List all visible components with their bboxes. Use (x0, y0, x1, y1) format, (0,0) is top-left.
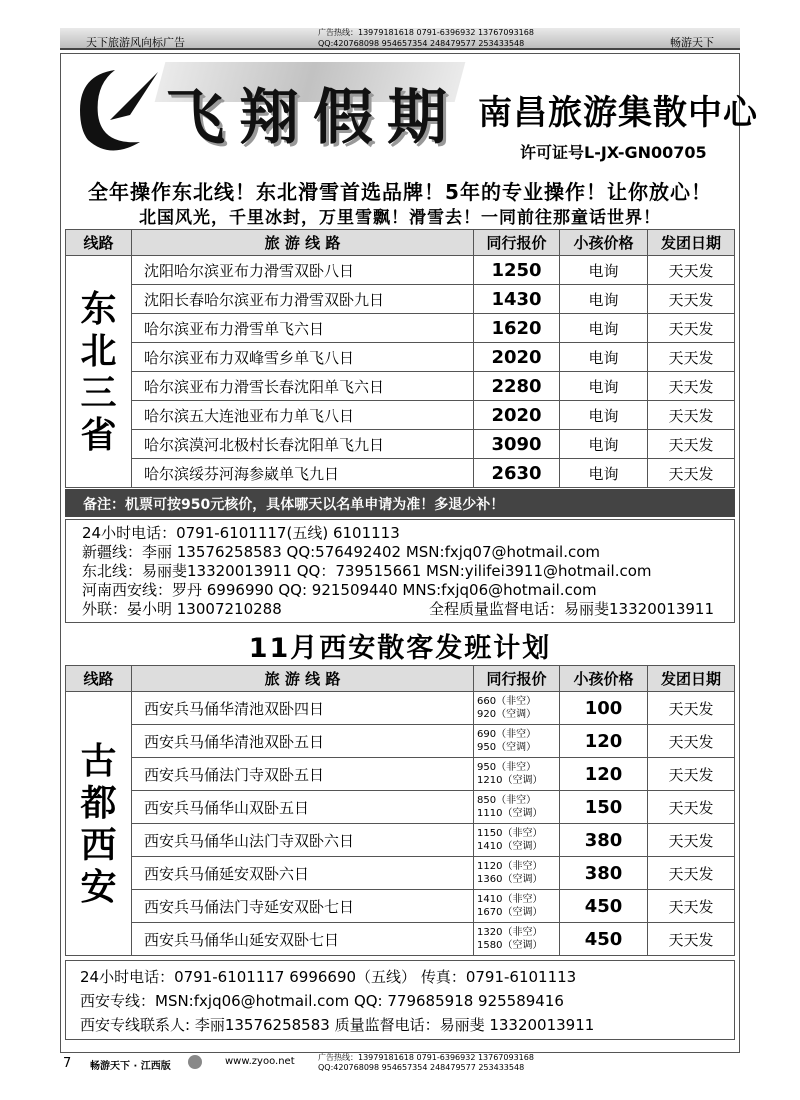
col-depart: 发团日期 (648, 230, 735, 256)
depart-date: 天天发 (648, 314, 735, 343)
quality-hotline: 全程质量监督电话：易丽斐13320013911 (429, 600, 714, 618)
page-number: 7 (63, 1056, 72, 1071)
northeast-contacts (65, 519, 735, 623)
price-ac: 950（空调） (477, 742, 537, 753)
route-price: 2020 (474, 401, 560, 430)
table-row (66, 459, 735, 488)
hotline-line: 广告热线：13979181618 0791-6396932 13767093168 (318, 1053, 534, 1062)
xian-table (65, 665, 735, 956)
region-char: 安 (80, 865, 117, 908)
child-price: 380 (560, 857, 648, 890)
child-price: 120 (560, 725, 648, 758)
region-xian (66, 692, 132, 956)
route-price: 2020 (474, 343, 560, 372)
child-price: 450 (560, 923, 648, 956)
region-char: 东 (80, 287, 117, 330)
route-name: 沈阳长春哈尔滨亚布力滑雪双卧九日 (132, 285, 474, 314)
route-name: 西安兵马俑华山延安双卧七日 (132, 923, 474, 956)
depart-date: 天天发 (648, 401, 735, 430)
qq-line: QQ:420768098 954657354 248479577 253433548 (318, 1063, 525, 1072)
child-price: 450 (560, 890, 648, 923)
child-price: 380 (560, 824, 648, 857)
route-name: 西安兵马俑法门寺延安双卧七日 (132, 890, 474, 923)
col-route: 旅 游 线 路 (132, 230, 474, 256)
price-no-ac: 1410（非空） (477, 894, 543, 905)
depart-date: 天天发 (648, 343, 735, 372)
route-name: 沈阳哈尔滨亚布力滑雪双卧八日 (132, 256, 474, 285)
route-price (474, 890, 560, 923)
route-name: 西安兵马俑华清池双卧四日 (132, 692, 474, 725)
table-row (66, 857, 735, 890)
table-row (66, 725, 735, 758)
website-link[interactable]: www.zyoo.net (225, 1056, 295, 1067)
slogan-line-1: 全年操作东北线！东北滑雪首选品牌！5年的专业操作！让你放心！ (88, 180, 712, 204)
depart-date: 天天发 (648, 725, 735, 758)
child-price: 电询 (560, 372, 648, 401)
child-price: 电询 (560, 285, 648, 314)
table-row (66, 401, 735, 430)
depart-date: 天天发 (648, 923, 735, 956)
route-price (474, 692, 560, 725)
col-child: 小孩价格 (560, 666, 648, 692)
table-row (66, 343, 735, 372)
depart-date: 天天发 (648, 857, 735, 890)
route-name: 哈尔滨亚布力双峰雪乡单飞八日 (132, 343, 474, 372)
col-line: 线路 (66, 230, 132, 256)
northeast-table (65, 229, 735, 488)
price-no-ac: 1150（非空） (477, 828, 543, 839)
depart-date: 天天发 (648, 824, 735, 857)
header-left: 天下旅游风向标广告 (86, 36, 185, 49)
route-name: 西安兵马俑华清池双卧五日 (132, 725, 474, 758)
table-row (66, 824, 735, 857)
col-line: 线路 (66, 666, 132, 692)
col-child: 小孩价格 (560, 230, 648, 256)
table-row (66, 285, 735, 314)
xian-section-title: 11月西安散客发班计划 (248, 633, 552, 664)
route-price (474, 791, 560, 824)
price-ac: 1410（空调） (477, 841, 543, 852)
route-price (474, 824, 560, 857)
col-price: 同行报价 (474, 666, 560, 692)
col-route: 旅 游 线 路 (132, 666, 474, 692)
edition-label: 畅游天下 · 江西版 (90, 1061, 171, 1072)
edition-badge-icon (188, 1055, 202, 1069)
route-name: 西安兵马俑华山法门寺双卧六日 (132, 824, 474, 857)
price-no-ac: 1120（非空） (477, 861, 543, 872)
footer-hotline (318, 1053, 534, 1073)
route-price: 2630 (474, 459, 560, 488)
region-char: 北 (80, 329, 117, 372)
depart-date: 天天发 (648, 430, 735, 459)
route-price (474, 725, 560, 758)
depart-date: 天天发 (648, 372, 735, 401)
contact-line: 西安专线联系人: 李丽13576258583 质量监督电话：易丽斐 13320013911 (80, 1016, 595, 1034)
price-ac: 1360（空调） (477, 874, 543, 885)
price-ac: 1670（空调） (477, 907, 543, 918)
route-name: 哈尔滨绥芬河海参崴单飞九日 (132, 459, 474, 488)
route-name: 西安兵马俑延安双卧六日 (132, 857, 474, 890)
slogan-line-2: 北国风光，千里冰封，万里雪飘！滑雪去！一同前往那童话世界！ (139, 208, 661, 228)
hotline-line: 广告热线：13979181618 0791-6396932 13767093168 (318, 28, 534, 37)
table-row (66, 692, 735, 725)
route-price: 2280 (474, 372, 560, 401)
child-price: 电询 (560, 314, 648, 343)
region-northeast (66, 256, 132, 488)
region-char: 都 (80, 781, 117, 824)
price-no-ac: 690（非空） (477, 729, 537, 740)
table-row (66, 314, 735, 343)
region-char: 省 (80, 413, 117, 456)
qq-line: QQ:420768098 954657354 248479577 253433548 (318, 39, 525, 48)
contact-line: 河南西安线：罗丹 6996990 QQ: 921509440 MNS:fxjq06@hotmail.com (82, 581, 597, 599)
route-name: 哈尔滨漠河北极村长春沈阳单飞九日 (132, 430, 474, 459)
price-ac: 1580（空调） (477, 940, 543, 951)
child-price: 120 (560, 758, 648, 791)
route-name: 哈尔滨五大连池亚布力单飞八日 (132, 401, 474, 430)
table-row (66, 430, 735, 459)
child-price: 电询 (560, 343, 648, 372)
header-right: 畅游天下 (670, 36, 714, 49)
contact-line: 外联：晏小明 13007210288 (82, 600, 282, 618)
price-no-ac: 1320（非空） (477, 927, 543, 938)
page-footer (60, 1053, 740, 1073)
child-price: 电询 (560, 430, 648, 459)
route-name: 哈尔滨亚布力滑雪长春沈阳单飞六日 (132, 372, 474, 401)
depart-date: 天天发 (648, 791, 735, 824)
route-price: 1620 (474, 314, 560, 343)
license-number: 许可证号L-JX-GN00705 (520, 143, 707, 162)
route-price: 1430 (474, 285, 560, 314)
table-row (66, 256, 735, 285)
route-price: 3090 (474, 430, 560, 459)
center-name: 南昌旅游集散中心 (478, 93, 758, 133)
table-row (66, 791, 735, 824)
route-name: 西安兵马俑华山双卧五日 (132, 791, 474, 824)
contact-line: 24小时电话：0791-6101117 6996690（五线） 传真：0791-6101113 (80, 968, 577, 986)
price-no-ac: 660（非空） (477, 696, 537, 707)
price-no-ac: 850（非空） (477, 795, 537, 806)
brand-name: 飞翔假期 (165, 83, 461, 153)
table-row (66, 890, 735, 923)
table-header-row (66, 230, 735, 256)
price-ac: 1110（空调） (477, 808, 543, 819)
route-name: 哈尔滨亚布力滑雪单飞六日 (132, 314, 474, 343)
route-price (474, 857, 560, 890)
depart-date: 天天发 (648, 285, 735, 314)
price-ac: 1210（空调） (477, 775, 543, 786)
contact-line: 西安专线：MSN:fxjq06@hotmail.com QQ: 779685918 925589416 (80, 992, 564, 1010)
xian-contacts (65, 960, 735, 1040)
route-price (474, 923, 560, 956)
child-price: 电询 (560, 256, 648, 285)
table-header-row (66, 666, 735, 692)
price-no-ac: 950（非空） (477, 762, 537, 773)
contact-line: 新疆线：李丽 13576258583 QQ:576492402 MSN:fxjq07@hotmail.com (82, 543, 601, 561)
region-char: 三 (80, 371, 117, 414)
child-price: 电询 (560, 401, 648, 430)
route-price (474, 758, 560, 791)
child-price: 100 (560, 692, 648, 725)
depart-date: 天天发 (648, 890, 735, 923)
depart-date: 天天发 (648, 459, 735, 488)
depart-date: 天天发 (648, 758, 735, 791)
header-hotline (318, 27, 534, 49)
table-row (66, 758, 735, 791)
region-char: 古 (80, 739, 117, 782)
col-depart: 发团日期 (648, 666, 735, 692)
table-row (66, 372, 735, 401)
depart-date: 天天发 (648, 256, 735, 285)
contact-line: 24小时电话：0791-6101117(五线) 6101113 (82, 524, 400, 542)
col-price: 同行报价 (474, 230, 560, 256)
child-price: 电询 (560, 459, 648, 488)
table-row (66, 923, 735, 956)
swallow-logo-icon (70, 60, 160, 160)
depart-date: 天天发 (648, 692, 735, 725)
contact-line: 东北线：易丽斐13320013911 QQ：739515661 MSN:yilifei3911@hotmail.com (82, 562, 652, 580)
price-ac: 920（空调） (477, 709, 537, 720)
ticket-note: 备注：机票可按950元核价，具体哪天以名单申请为准！多退少补！ (65, 489, 735, 517)
region-char: 西 (80, 823, 117, 866)
route-name: 西安兵马俑法门寺双卧五日 (132, 758, 474, 791)
route-price: 1250 (474, 256, 560, 285)
child-price: 150 (560, 791, 648, 824)
